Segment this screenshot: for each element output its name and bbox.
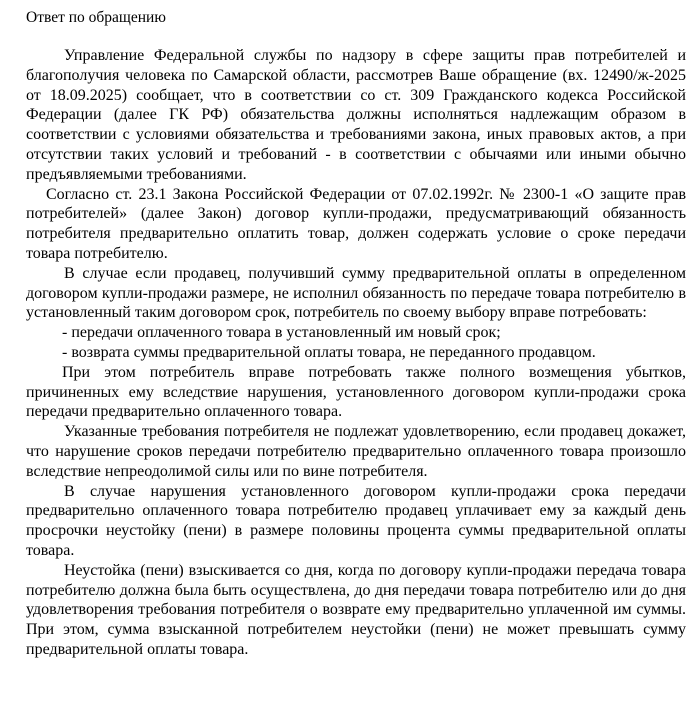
list-item-new-term: - передачи оплаченного товара в установленный им новый срок; <box>62 324 501 342</box>
document-title: Ответ по обращению <box>26 9 166 26</box>
document-body <box>26 46 686 660</box>
paragraph-prepayment-breach: В случае если продавец, получивший сумму предварительной оплаты в определенном договором купли-продажи размере, не исполнил обязанность по передаче товара потребителю в установленный таким договором срок, потребитель по своему выбору вправе потребовать: <box>26 264 686 322</box>
paragraph-damages: При этом потребитель вправе потребовать также полного возмещения убытков, причиненных ему вследствие нарушения, установленного договором купли-продажи срока передачи предварительно оплаченного товара. <box>26 363 686 421</box>
list-item-refund: - возврата суммы предварительной оплаты товара, не переданного продавцом. <box>62 343 596 361</box>
paragraph-penalty: В случае нарушения установленного договором купли-продажи срока передачи предварительно оплаченного товара потребителю продавец уплачивает ему за каждый день просрочки неустойку (пени) в размере половины процента суммы предварительной оплаты товара. <box>26 482 686 559</box>
paragraph-intro: Управление Федеральной службы по надзору в сфере защиты прав потребителей и благополучия человека по Самарской области, рассмотрев Ваше обращение (вх. 12490/ж-2025 от 18.09.2025) сообщает, что в соответствии со ст. 309 Гражданского кодекса Российской Федерации (далее ГК РФ) обязательства должны исполняться надлежащим образом в соответствии с условиями обязательства и требованиями закона, иных правовых актов, а при отсутствии таких условий и требований - в соответствии с обычаями или иными обычно предъявляемыми требованиями. <box>26 47 686 183</box>
paragraph-exemptions: Указанные требования потребителя не подлежат удовлетворению, если продавец докажет, что нарушение сроков передачи потребителю предварительно оплаченного товара произошло вследствие непреодолимой силы или по вине потребителя. <box>26 423 686 480</box>
paragraph-penalty-period: Неустойка (пени) взыскивается со дня, когда по договору купли-продажи передача товара потребителю должна была быть осуществлена, до дня передачи товара потребителю или до дня удовлетворения требования потребителя о возврате ему предварительно уплаченной им суммы. При этом, сумма взысканной потребителем неустойки (пени) не может превышать сумму предварительной оплаты товара. <box>26 561 686 658</box>
paragraph-article-23-1: Согласно ст. 23.1 Закона Российской Федерации от 07.02.1992г. № 2300-1 «О защите прав потребителей» (далее Закон) договор купли-продажи, предусматривающий обязанность потребителя предварительно оплатить товар, должен содержать условие о сроке передачи товара потребителю. <box>26 185 686 262</box>
